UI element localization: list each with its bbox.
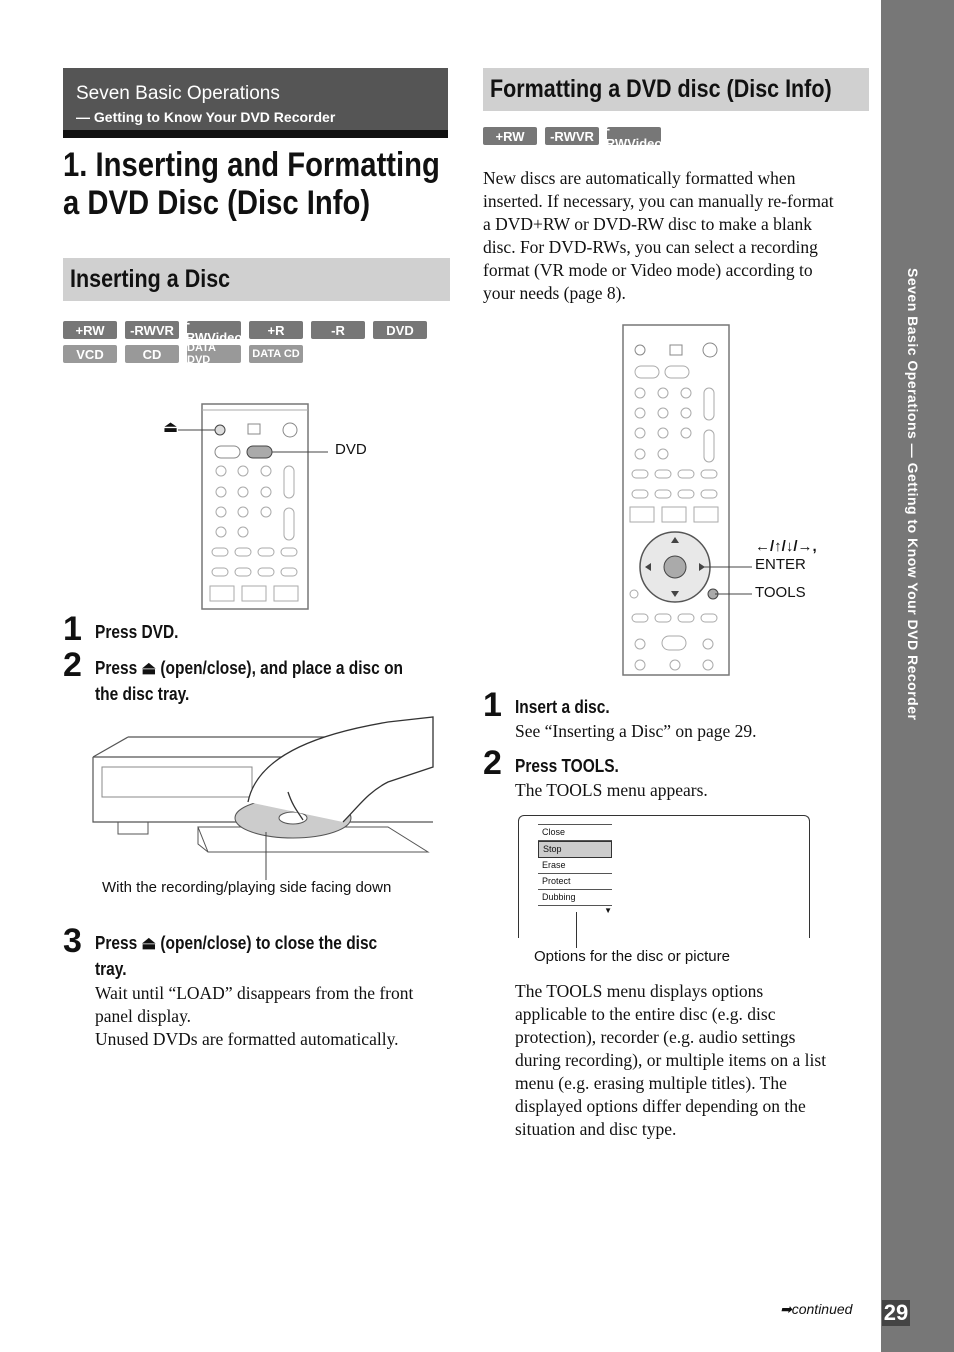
section-title-formatting: Formatting a DVD disc (Disc Info) (490, 75, 832, 103)
eject-icon: ⏏ (163, 419, 179, 436)
step-number: 2 (483, 744, 502, 782)
tools-menu (538, 824, 612, 915)
intro-paragraph: New discs are automatically formatted when inserted. If necessary, you can manually re-format a DVD+RW or DVD-RW disc to make a blank disc. For DVD-RWs, you can select a recording format (VR mode or Video mode) according to your needs (page 8). (483, 168, 834, 303)
tools-label: TOOLS (755, 584, 806, 601)
continued-label: continued (791, 1301, 853, 1317)
badge: DVD (373, 321, 427, 339)
step-text: Insert a disc. (515, 697, 610, 717)
step-text: Press TOOLS. (515, 756, 619, 776)
tray-caption: With the recording/playing side facing down (102, 879, 392, 896)
remote-illustration-large (620, 322, 740, 677)
badge: -RWVideo (605, 121, 663, 151)
step-text: Press DVD. (95, 622, 179, 642)
menu-item[interactable]: Dubbing (538, 890, 612, 906)
section-title-inserting: Inserting a Disc (70, 265, 231, 293)
disc-tray-illustration (88, 712, 438, 892)
menu-item[interactable]: Protect (538, 874, 612, 890)
step-number: 1 (483, 686, 502, 724)
badge: -RWVideo (185, 315, 243, 345)
menu-caption: Options for the disc or picture (534, 948, 730, 965)
badge: DATA DVD (187, 345, 241, 363)
step-text: Press ⏏ (open/close) to close the disc tray. (95, 933, 378, 979)
scroll-down-icon: ▼ (604, 906, 612, 915)
menu-item-selected[interactable]: Stop (538, 841, 612, 858)
remote-illustration-small (160, 400, 360, 610)
disc-type-badges (63, 315, 443, 366)
badge: VCD (63, 345, 117, 363)
menu-item[interactable]: Erase (538, 858, 612, 874)
badge: DATA CD (249, 345, 303, 363)
enter-label: ENTER (755, 556, 806, 573)
badge: -R (311, 321, 365, 339)
disc-type-badges-right (483, 121, 683, 151)
badge: +RW (63, 321, 117, 339)
menu-item[interactable]: Close (538, 825, 612, 841)
badge: -RWVR (125, 321, 179, 339)
badge: CD (125, 345, 179, 363)
step-body: The TOOLS menu appears. (515, 780, 708, 800)
side-tab-label: Seven Basic Operations — Getting to Know Your DVD Recorder (905, 268, 921, 721)
arrow-keys-label: ←/↑/↓/→, (755, 538, 817, 555)
page-number: 29 (883, 1300, 909, 1325)
dvd-callout-label: DVD (335, 441, 367, 458)
badge: +R (249, 321, 303, 339)
step-number: 2 (63, 646, 82, 684)
arrow-right-icon: ➡ (780, 1301, 792, 1317)
step-number: 1 (63, 610, 82, 648)
step-body: See “Inserting a Disc” on page 29. (515, 721, 757, 741)
badge: +RW (483, 127, 537, 145)
chapter-subtitle: — Getting to Know Your DVD Recorder (76, 109, 336, 125)
continued-note (780, 1301, 852, 1318)
step-body: Wait until “LOAD” disappears from the front panel display. Unused DVDs are formatted automatically. (95, 983, 414, 1049)
step-text: Press ⏏ (open/close), and place a disc on the disc tray. (95, 658, 403, 704)
callout-lines (700, 560, 760, 600)
closing-paragraph: The TOOLS menu displays options applicable to the entire disc (e.g. disc protection), recorder (e.g. audio settings during recording), or multiple items on a list menu (e.g. erasing multiple titles). The displayed options differ depending on the situation and disc type. (515, 981, 827, 1139)
badge: -RWVR (545, 127, 599, 145)
chapter-title: Seven Basic Operations (76, 83, 280, 104)
step-number: 3 (63, 922, 82, 960)
header-rule (63, 130, 448, 138)
page-title: 1. Inserting and Formatting a DVD Disc (Disc Info) (63, 146, 440, 222)
caption-leader (576, 912, 577, 948)
